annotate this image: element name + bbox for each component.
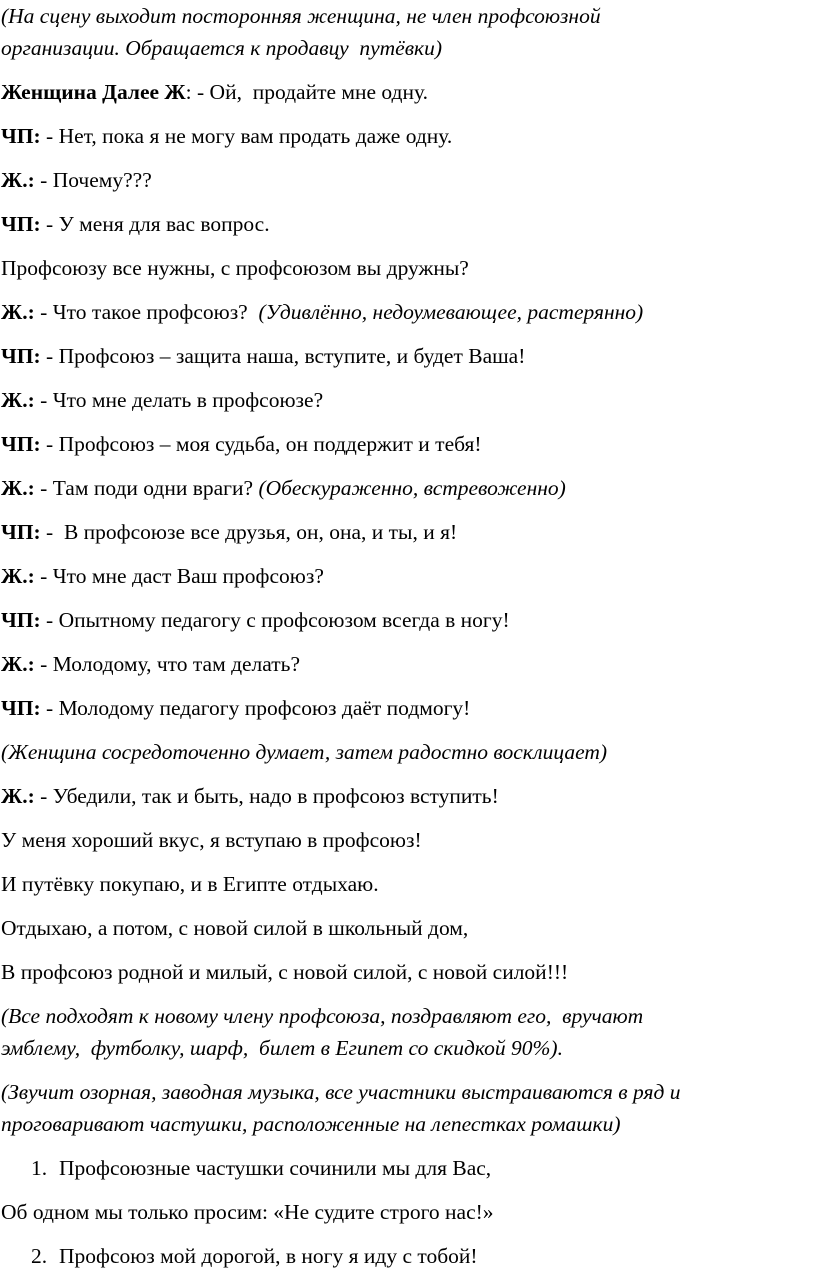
dialogue-line bbox=[1, 516, 457, 548]
dialogue-line bbox=[1, 472, 566, 504]
dialogue-line bbox=[1, 164, 152, 196]
line-text: - У меня для вас вопрос. bbox=[40, 212, 270, 236]
line-text: - Молодому педагогу профсоюз даёт подмогу! bbox=[40, 696, 471, 720]
dialogue-line bbox=[1, 560, 324, 592]
dialogue-line bbox=[1, 780, 499, 812]
stage-direction bbox=[1, 736, 607, 768]
line-text: Профсоюзу все нужны, с профсоюзом вы дружны? bbox=[1, 256, 469, 280]
dialogue-line bbox=[1, 76, 428, 108]
stage-direction bbox=[1, 1108, 620, 1140]
stage-direction-text: эмблему, футболку, шарф, билет в Египет со скидкой 90%). bbox=[1, 1036, 563, 1060]
speaker-label: ЧП: bbox=[1, 124, 41, 148]
verse-number: 1. bbox=[31, 1156, 48, 1180]
stage-direction bbox=[1, 1076, 680, 1108]
dialogue-line bbox=[1, 912, 468, 944]
dialogue-line bbox=[1, 252, 469, 284]
dialogue-line bbox=[1, 956, 568, 988]
line-text: - Убедили, так и быть, надо в профсоюз вступить! bbox=[34, 784, 499, 808]
speaker-label: Ж.: bbox=[1, 388, 35, 412]
line-text: В профсоюз родной и милый, с новой силой, с новой силой!!! bbox=[1, 960, 569, 984]
stage-direction-text: проговаривают частушки, расположенные на лепестках ромашки) bbox=[1, 1112, 621, 1136]
stage-direction-text: (На сцену выходит посторонняя женщина, не член профсоюзной bbox=[1, 4, 601, 28]
stage-direction-text: (Женщина сосредоточенно думает, затем радостно восклицает) bbox=[1, 740, 608, 764]
speaker-label: Ж.: bbox=[1, 564, 35, 588]
speaker-label: Ж.: bbox=[1, 300, 35, 324]
dialogue-line bbox=[1, 384, 323, 416]
speaker-label: ЧП: bbox=[1, 432, 41, 456]
line-text: - Что мне даст Ваш профсоюз? bbox=[34, 564, 324, 588]
line-text: И путёвку покупаю, и в Египте отдыхаю. bbox=[1, 872, 379, 896]
line-text: - В профсоюзе все друзья, он, она, и ты, и я! bbox=[40, 520, 458, 544]
verse-line-numbered bbox=[31, 1152, 491, 1184]
speaker-label: ЧП: bbox=[1, 212, 41, 236]
line-text: - Почему??? bbox=[34, 168, 152, 192]
line-text: - Нет, пока я не могу вам продать даже одну. bbox=[40, 124, 453, 148]
speaker-label: ЧП: bbox=[1, 520, 41, 544]
speaker-label: Ж.: bbox=[1, 168, 35, 192]
line-text: - Молодому, что там делать? bbox=[34, 652, 301, 676]
dialogue-line bbox=[1, 340, 525, 372]
line-text: У меня хороший вкус, я вступаю в профсоюз! bbox=[1, 828, 422, 852]
line-text: - Профсоюз – защита наша, вступите, и будет Ваша! bbox=[40, 344, 526, 368]
line-text: Профсоюзные частушки сочинили мы для Вас, bbox=[59, 1156, 492, 1180]
dialogue-line bbox=[1, 296, 643, 328]
line-text: Об одном мы только просим: «Не судите строго нас!» bbox=[1, 1200, 494, 1224]
dialogue-line bbox=[1, 648, 300, 680]
speaker-label: Ж.: bbox=[1, 476, 35, 500]
speaker-label: Женщина Далее Ж bbox=[1, 80, 186, 104]
dialogue-line bbox=[1, 428, 482, 460]
line-text: - Профсоюз – моя судьба, он поддержит и тебя! bbox=[40, 432, 482, 456]
verse-line-numbered bbox=[31, 1240, 478, 1272]
remark-text: (Удивлённо, недоумевающее, растерянно) bbox=[258, 300, 644, 324]
dialogue-line bbox=[1, 208, 270, 240]
verse-number: 2. bbox=[31, 1244, 48, 1268]
line-text: - Опытному педагогу с профсоюзом всегда в ногу! bbox=[40, 608, 510, 632]
stage-direction-text: организации. Обращается к продавцу путёвки) bbox=[1, 36, 443, 60]
verse-line bbox=[1, 1196, 494, 1228]
line-text: - Что мне делать в профсоюзе? bbox=[34, 388, 324, 412]
line-text: : - Ой, продайте мне одну. bbox=[185, 80, 428, 104]
speaker-label: Ж.: bbox=[1, 784, 35, 808]
stage-direction-text: (Звучит озорная, заводная музыка, все участники выстраиваются в ряд и bbox=[1, 1080, 681, 1104]
dialogue-line bbox=[1, 868, 379, 900]
line-text: Профсоюз мой дорогой, в ногу я иду с тобой! bbox=[59, 1244, 478, 1268]
stage-direction bbox=[1, 0, 601, 32]
line-text: Отдыхаю, а потом, с новой силой в школьный дом, bbox=[1, 916, 469, 940]
stage-direction bbox=[1, 1032, 563, 1064]
stage-direction bbox=[1, 1000, 643, 1032]
line-text: - Там поди одни враги? bbox=[34, 476, 259, 500]
dialogue-line bbox=[1, 120, 452, 152]
remark-text: (Обескураженно, встревоженно) bbox=[258, 476, 566, 500]
dialogue-line bbox=[1, 692, 470, 724]
dialogue-line bbox=[1, 604, 510, 636]
speaker-label: ЧП: bbox=[1, 608, 41, 632]
dialogue-line bbox=[1, 824, 422, 856]
stage-direction bbox=[1, 32, 442, 64]
line-text: - Что такое профсоюз? bbox=[34, 300, 259, 324]
stage-direction-text: (Все подходят к новому члену профсоюза, поздравляют его, вручают bbox=[1, 1004, 644, 1028]
speaker-label: ЧП: bbox=[1, 696, 41, 720]
speaker-label: ЧП: bbox=[1, 344, 41, 368]
speaker-label: Ж.: bbox=[1, 652, 35, 676]
